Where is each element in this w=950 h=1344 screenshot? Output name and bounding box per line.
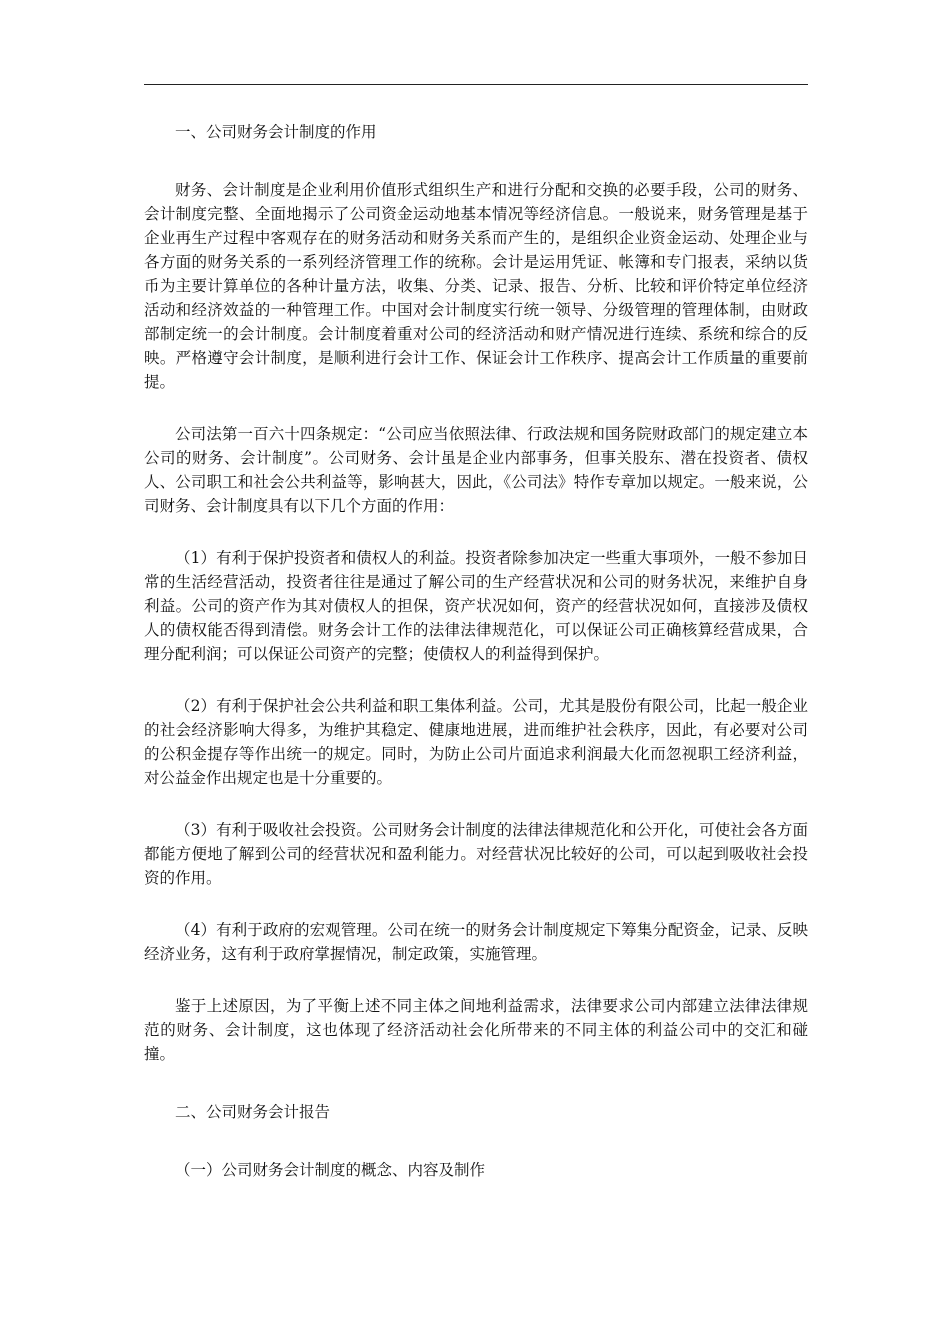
- paragraph-item-1: （1）有利于保护投资者和债权人的利益。投资者除参加决定一些重大事项外，一般不参加日常的生活经营活动，投资者往往是通过了解公司的生产经营状况和公司的财务状况，来维护自身利益。公司的资产作为其对债权人的担保，资产状况如何，资产的经营状况如何，直接涉及债权人的债权能否得到清偿。财务会计工作的法律法律规范化，可以保证公司正确核算经营成果，合理分配利润；可以保证公司资产的完整；使债权人的利益得到保护。: [144, 549, 808, 663]
- paragraph-item-2: （2）有利于保护社会公共利益和职工集体利益。公司，尤其是股份有限公司，比起一般企业的社会经济影响大得多，为维护其稳定、健康地进展，进而维护社会秩序，因此，有必要对公司的公积金提存等作出统一的规定。同时，为防止公司片面追求利润最大化而忽视职工经济利益，对公益金作出规定也是十分重要的。: [144, 697, 808, 787]
- subsection-heading-1: （一）公司财务会计制度的概念、内容及制作: [175, 1161, 486, 1179]
- section-heading-2: 二、公司财务会计报告: [175, 1103, 331, 1121]
- document-body: [144, 120, 808, 1182]
- section-heading-1: 一、公司财务会计制度的作用: [175, 123, 377, 141]
- paragraph-intro: 财务、会计制度是企业利用价值形式组织生产和进行分配和交换的必要手段，公司的财务、会计制度完整、全面地揭示了公司资金运动地基本情况等经济信息。一般说来，财务管理是基于企业再生产过程中客观存在的财务活动和财务关系而产生的，是组织企业资金运动、处理企业与各方面的财务关系的一系列经济管理工作的统称。会计是运用凭证、帐簿和专门报表，采纳以货币为主要计算单位的各种计量方法，收集、分类、记录、报告、分析、比较和评价特定单位经济活动和经济效益的一种管理工作。中国对会计制度实行统一领导、分级管理的管理体制，由财政部制定统一的会计制度。会计制度着重对公司的经济活动和财产情况进行连续、系统和综合的反映。严格遵守会计制度，是顺利进行会计工作、保证会计工作秩序、提高会计工作质量的重要前提。: [144, 181, 808, 391]
- paragraph-item-3: （3）有利于吸收社会投资。公司财务会计制度的法律法律规范化和公开化，可使社会各方面都能方便地了解到公司的经营状况和盈利能力。对经营状况比较好的公司，可以起到吸收社会投资的作用。: [144, 821, 808, 887]
- paragraph-conclusion: 鉴于上述原因，为了平衡上述不同主体之间地利益需求，法律要求公司内部建立法律法律规范的财务、会计制度，这也体现了经济活动社会化所带来的不同主体的利益公司中的交汇和碰撞。: [144, 997, 808, 1063]
- header-rule: [144, 84, 808, 85]
- paragraph-item-4: （4）有利于政府的宏观管理。公司在统一的财务会计制度规定下筹集分配资金，记录、反映经济业务，这有利于政府掌握情况，制定政策，实施管理。: [144, 921, 808, 963]
- paragraph-company-law: 公司法第一百六十四条规定：“公司应当依照法律、行政法规和国务院财政部门的规定建立本公司的财务、会计制度”。公司财务、会计虽是企业内部事务，但事关股东、潜在投资者、债权人、公司职工和社会公共利益等，影响甚大，因此，《公司法》特作专章加以规定。一般来说，公司财务、会计制度具有以下几个方面的作用：: [144, 425, 808, 515]
